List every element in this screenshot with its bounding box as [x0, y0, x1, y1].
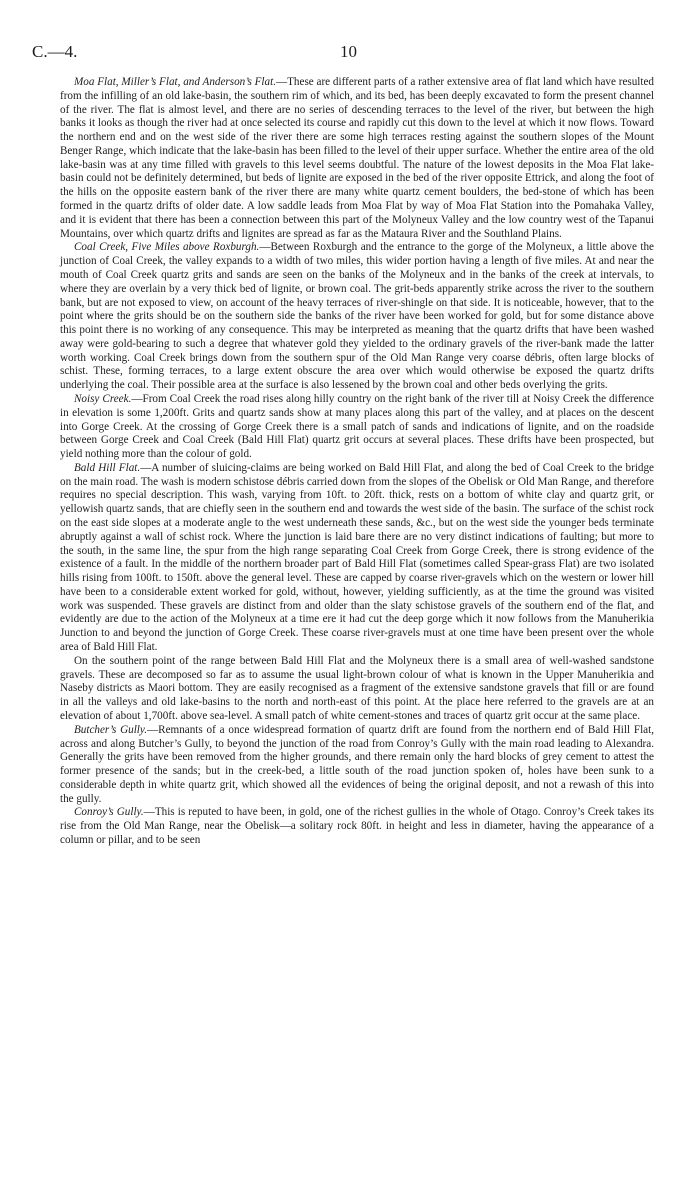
paragraph-text: —These are different parts of a rather extensive area of flat land which have resulted from the infilling of an old lake-basin, the southern rim of which, and its bed, has been deeply excavated to form the present channel of the river. The flat is almost level, and there are no series of descending terraces to the level of the river, but between the high banks it looks as though the river had at once selected its course and rapidly cut this down to the level at which it now flows. Toward the northern end and on the west side of the river there are some high terraces resting against the southern slopes of the Mount Benger Range, which indicate that the lake-basin has been filled to the level of their upper surface. Whether the entire area of the old lake-basin was at any time filled with gravels to this level seems doubtful. The nature of the lowest deposits in the Moa Flat lake-basin could not be definitely determined, but beds of lignite are exposed in the bed of the river opposite Ettrick, and along the foot of the hills on the opposite eastern bank of the river there are many white quartz cement boulders, the bed-stone of which has been formed in the quartz drifts of older date. A low saddle leads from Moa Flat by way of Moa Flat Station into the Pomahaka Valley, and it is evident that there has been a connection between this part of the Molyneux Valley and the low country west of the Tapanui Mountains, over which quartz drifts and lignites are spread as far as the Mataura River and the Southland Plains. — [60, 76, 655, 240]
paragraph-text: —Between Roxburgh and the entrance to the gorge of the Molyneux, a little above the junction of Coal Creek, the valley expands to a width of two miles, this wider portion having a length of five miles. At and near the mouth of Coal Creek quartz grits and sands are seen on the banks of the Molyneux and in the banks of the creek at intervals, to where they are overlain by a very thick bed of lignite, or brown coal. The grit-beds apparently strike across the river to the southern bank, but are not exposed to view, on account of the heavy terraces of river-shingle on that side. It is noticeable, however, that to the point where the grits should be on the southern side the banks of the river have been worked for gold, but for some distance above this point there is no working of any consequence. This may be interpreted as meaning that the quartz drifts that have been washed away were gold-bearing to such a degree that whatever gold they yielded to the ordinary gravels of the river-bank made the latter worth working. Coal Creek brings down from the southern spur of the Old Man Range very coarse débris, often large blocks of schist. These, forming terraces, to a large extent obscure the area over which would otherwise be exposed the quartz drifts underlying the coal. Their possible area at the surface is also lessened by the brown coal and other beds overlying the grits. — [60, 241, 654, 392]
paragraph-text: —This is reputed to have been, in gold, one of the richest gullies in the whole of Otago. Conroy’s Creek takes its rise from the Old Man Range, near the Obelisk—a solitary rock 80ft. in height and less in diameter, having the appearance of a column or pillar, and to be seen — [60, 806, 654, 846]
page-number: 10 — [340, 42, 357, 61]
paragraph-butchers-gully — [60, 724, 654, 807]
section-title: Coal Creek, Five Miles above Roxburgh. — [74, 241, 260, 254]
page-header — [32, 42, 668, 66]
paragraph-conroys-gully — [60, 806, 654, 847]
paragraph-text: —Remnants of a once widespread formation of quartz drift are found from the northern end of Bald Hill Flat, across and along Butcher’s Gully, to beyond the junction of the road from Conroy’s Gully with the main road leading to Alexandra. Generally the grits have been removed from the higher grounds, and there remain only the hard blocks of grey cement to attest the former presence of the sands; but in the creek-bed, a little south of the road junction spoken of, holes have been sunk to a considerable depth in white quartz grit, which showed all the evidences of being the original deposit, and not a rewash of this into the gully. — [60, 723, 655, 805]
paragraph-moa-flat — [60, 76, 654, 241]
paragraph-noisy-creek — [60, 393, 654, 462]
paragraph-text: On the southern point of the range between Bald Hill Flat and the Molyneux there is a small area of well-washed sandstone gravels. These are decomposed so far as to assume the usual light-brown colour of what is known in the Upper Manuherikia and Naseby districts as Maori bottom. They are easily recognised as a fragment of the extensive sandstone gravels that fill or are found in all the valleys and old lake-basins to the north and north-east of this point. At the place here referred to the gravels are at an elevation of about 1,700ft. above sea-level. A small patch of white cement-stones and traces of quartz grit occur at the same place. — [60, 654, 654, 722]
paragraph-bald-hill-flat — [60, 462, 654, 655]
body-text — [60, 76, 654, 848]
section-title: Moa Flat, Miller’s Flat, and Anderson’s Flat. — [74, 76, 276, 88]
section-title: Conroy’s Gully. — [74, 806, 144, 819]
paragraph-text: —From Coal Creek the road rises along hilly country on the right bank of the river till at Noisy Creek the difference in elevation is some 1,200ft. Grits and quartz sands show at many places along this part of the valley, and at places on the descent into Gorge Creek. At the crossing of Gorge Creek there is a small patch of sands and indications of lignite, and on the roadside between Gorge Creek and Coal Creek (Bald Hill Flat) quartz grit occurs at several places. These drifts have been prospected, but yield nothing more than the colour of gold. — [60, 392, 654, 461]
document-reference: C.—4. — [32, 42, 78, 61]
paragraph-text: —A number of sluicing-claims are being worked on Bald Hill Flat, and along the bed of Coal Creek to the bridge on the main road. The wash is modern schistose débris carried down from the slopes of the Obelisk or Old Man Range, and therefore requires no special description. This wash, varying from 10ft. to 20ft. thick, rests on a bottom of white clay and quartz grit, or yellowish quartz sands, that are chiefly seen in the southern end and towards the west side of the basin. The surface of the schist rock on the east side slopes at a moderate angle to the west underneath these sands, &c., but on the west side the younger beds terminate abruptly against a wall of schist rock. Where the junction is laid bare there are no very distinct indications of faulting; but more to the south, in the same line, the spur from the high range separating Coal Creek from Gorge Creek, there is strong evidence of the existence of a fault. In the middle of the northern broader part of Bald Hill Flat (sometimes called Spear-grass Flat) are two isolated hills rising from 100ft. to 150ft. above the general level. These are capped by coarse river-gravels which on the western or lower hill have been to a considerable extent worked for gold, without, however, yielding sufficiently, as at the time the ground was visited work was suspended. These gravels are distinct from and older than the slaty schistose gravels of the southern end of the flat, and evidently are due to the action of the Molyneux at a time ere it had cut the deep gorge which it now follows from the Manuherikia Junction to and beyond the junction of Gorge Creek. These coarse river-gravels must at one time have been present over the whole area of Bald Hill Flat. — [60, 461, 654, 654]
paragraph-sandstone-gravels — [60, 655, 654, 724]
section-title: Bald Hill Flat. — [74, 461, 141, 474]
paragraph-coal-creek — [60, 241, 654, 393]
section-title: Noisy Creek. — [74, 392, 132, 405]
section-title: Butcher’s Gully. — [74, 723, 148, 736]
